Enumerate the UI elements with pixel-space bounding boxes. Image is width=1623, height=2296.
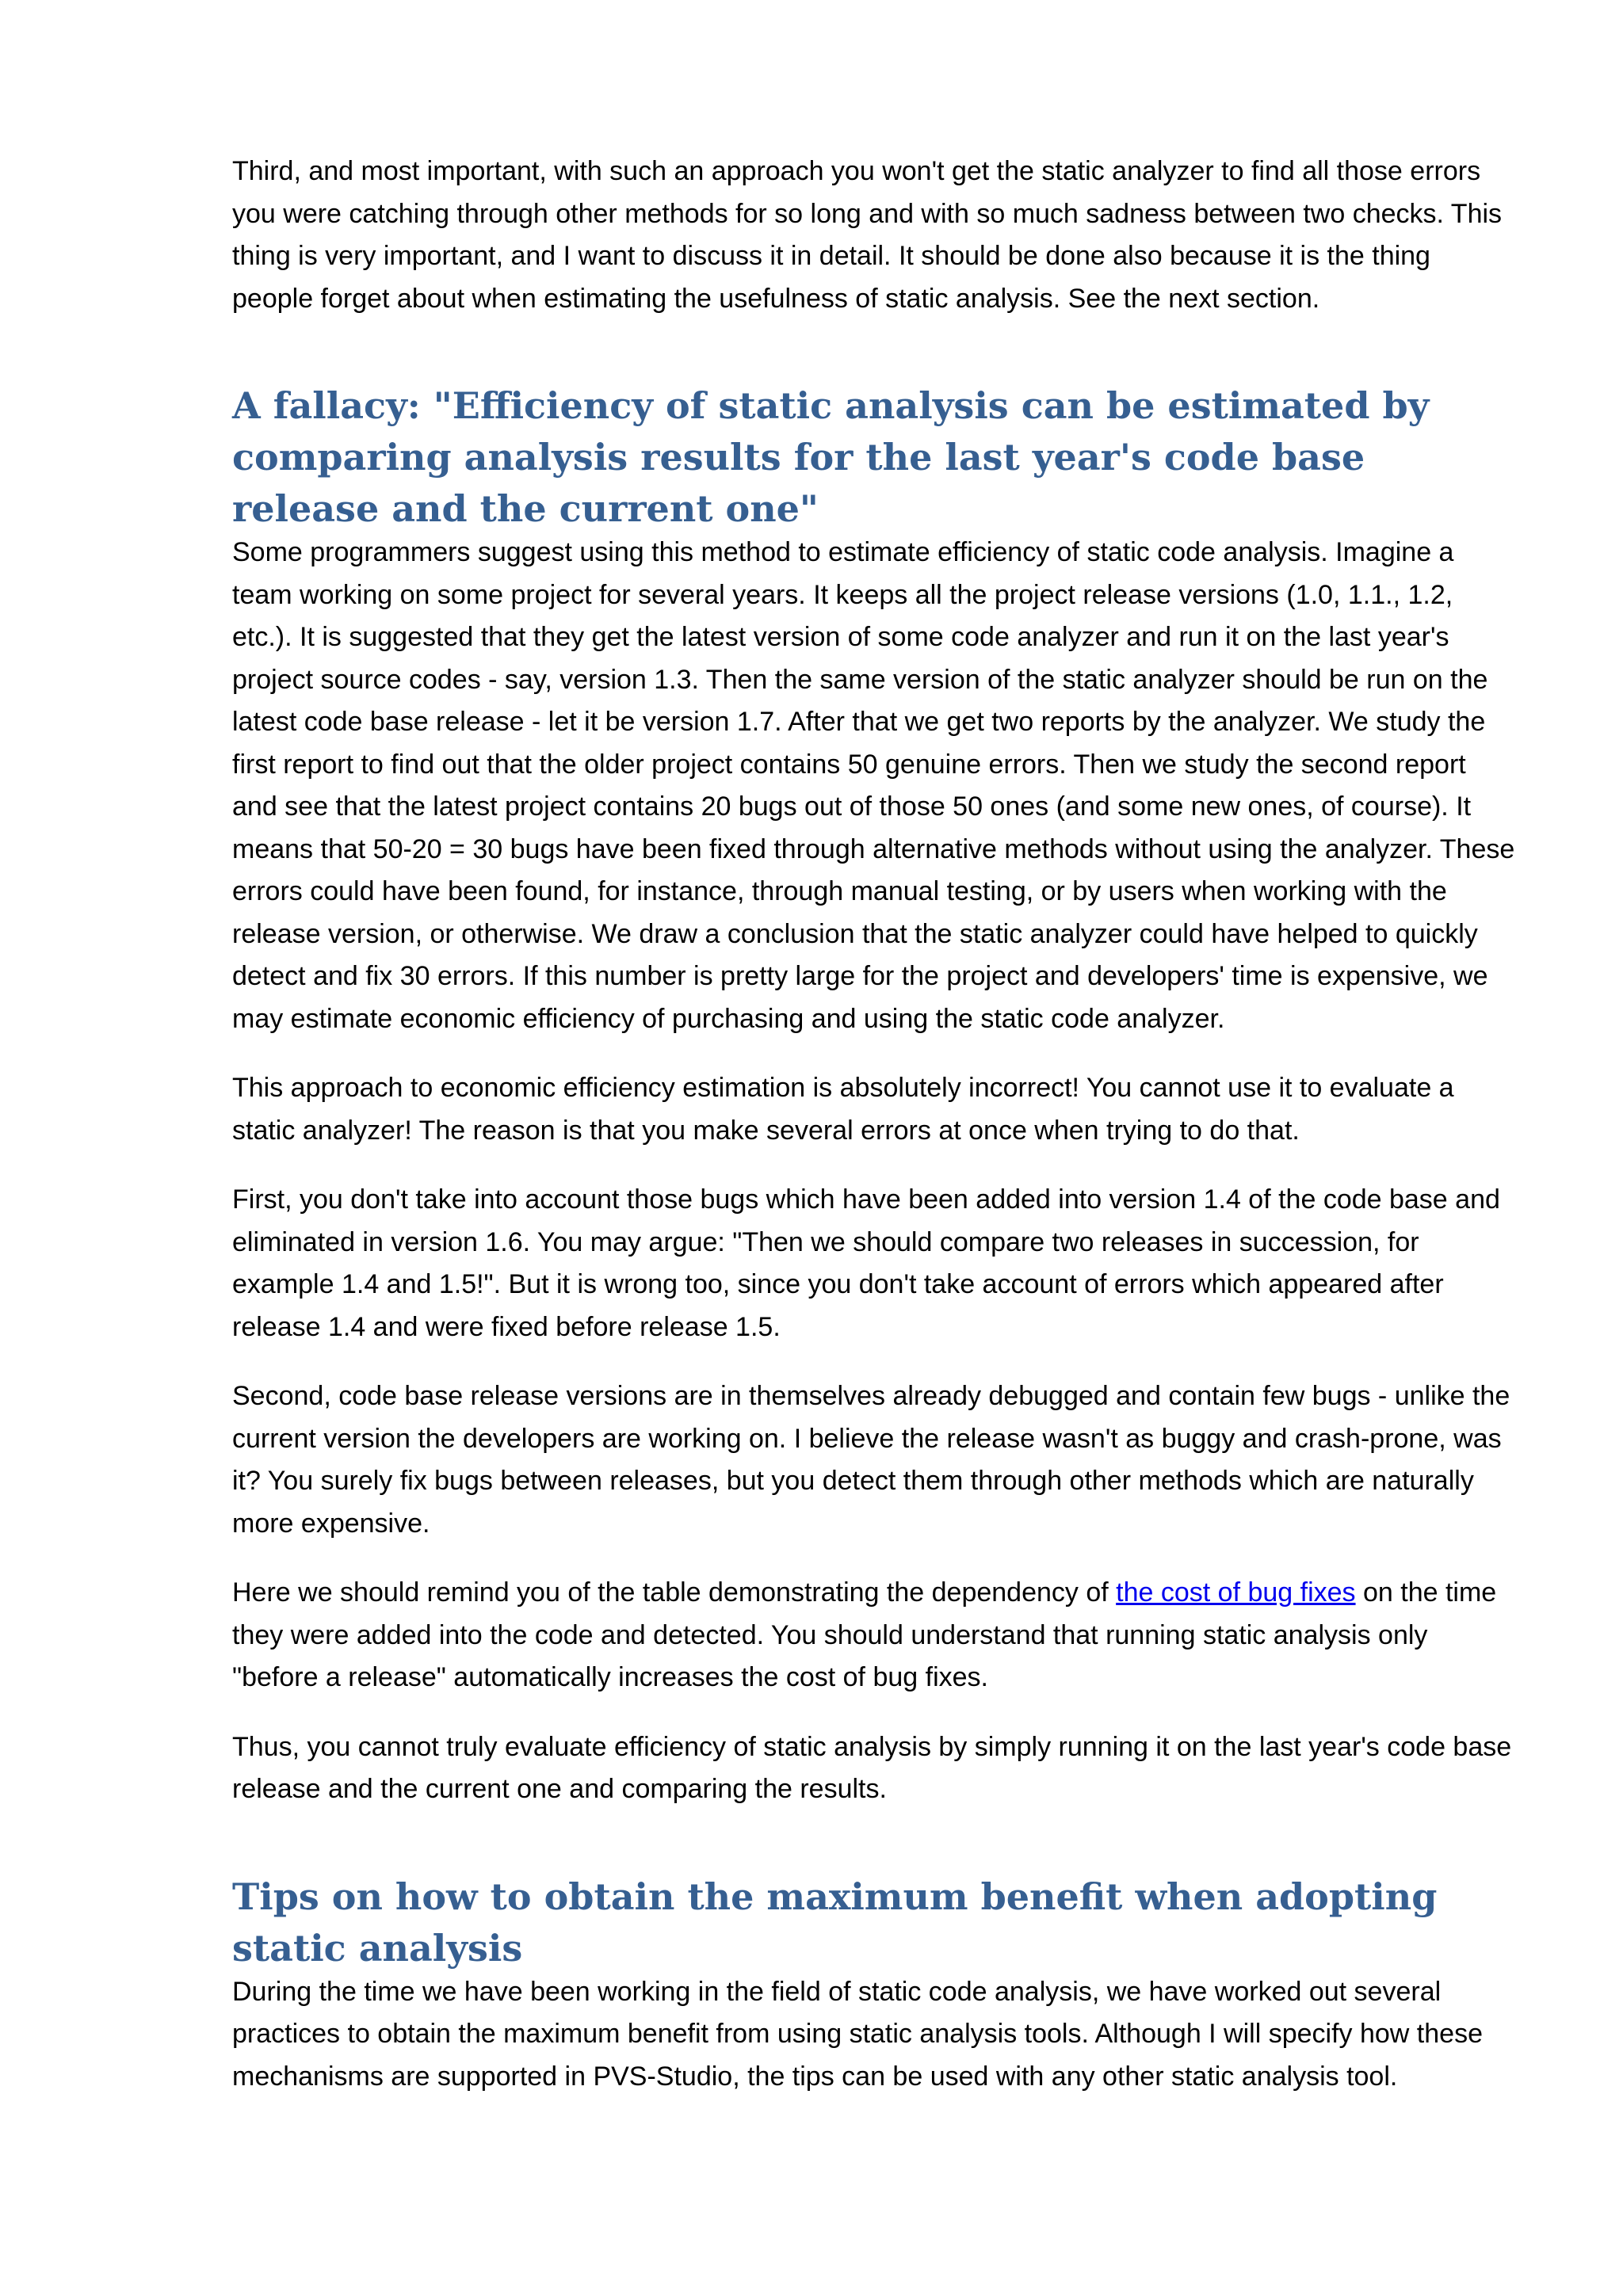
paragraph-remind-text-after: on the time they were added into the code and detected. You should understand that running static analysis only "before a release" automatically increases the cost of bug fixes. bbox=[232, 1577, 1497, 1692]
paragraph-method: Some programmers suggest using this method to estimate efficiency of static code analysis. Imagine a team working on some project for several years. It keeps all the project release versions (1.0, 1.1., 1.2, etc.). It is suggested that they get the latest version of some code analyzer and run it on the last year's project source codes - say, version 1.3. Then the same version of the static analyzer should be run on the latest code base release - let it be version 1.7. After that we get two reports by the analyzer. We study the first report to find out that the older project contains 50 genuine errors. Then we study the second report and see that the latest project contains 20 bugs out of those 50 ones (and some new ones, of course). It means that 50-20 = 30 bugs have been fixed through alternative methods without using the analyzer. These errors could have been found, for instance, through manual testing, or by users when working with the release version, or otherwise. We draw a conclusion that the static analyzer could have helped to quickly detect and fix 30 errors. If this number is pretty large for the project and developers' time is expensive, we may estimate economic efficiency of purchasing and using the static code analyzer. bbox=[232, 537, 1515, 1034]
paragraph-incorrect: This approach to economic efficiency estimation is absolutely incorrect! You cannot use it to evaluate a static analyzer! The reason is that you make several errors at once when trying to do that. bbox=[232, 1073, 1454, 1146]
document-body bbox=[232, 151, 1516, 2125]
paragraph-first: First, you don't take into account those bugs which have been added into version 1.4 of the code base and eliminated in version 1.6. You may argue: "Then we should compare two releases in succession, for example 1.4 and 1.5!". But it is wrong too, since you don't take account of errors which appeared after release 1.4 and were fixed before release 1.5. bbox=[232, 1184, 1500, 1342]
paragraph-remind-text-before: Here we should remind you of the table demonstrating the dependency of bbox=[232, 1577, 1117, 1608]
paragraph-remind bbox=[232, 1572, 1516, 1699]
paragraph-tips: During the time we have been working in the field of static code analysis, we have worked out several practices to obtain the maximum benefit from using static analysis tools. Although I will specify how these mechanisms are supported in PVS-Studio, the tips can be used with any other static analysis tool. bbox=[232, 1976, 1483, 2092]
paragraph-second: Second, code base release versions are in themselves already debugged and contain few bugs - unlike the current version the developers are working on. I believe the release wasn't as buggy and crash-prone, was it? You surely fix bugs between releases, but you detect them through other methods which are naturally more expensive. bbox=[232, 1381, 1510, 1539]
cost-of-bug-fixes-link[interactable]: the cost of bug fixes bbox=[1116, 1577, 1356, 1608]
paragraph-intro: Third, and most important, with such an approach you won't get the static analyzer to find all those errors you were catching through other methods for so long and with so much sadness between two checks. This thing is very important, and I want to discuss it in detail. It should be done also because it is the thing people forget about when estimating the usefulness of static analysis. See the next section. bbox=[232, 156, 1503, 314]
heading-tips: Tips on how to obtain the maximum benefit when adopting static analysis bbox=[232, 1875, 1438, 1970]
heading-fallacy: A fallacy: "Efficiency of static analysis can be estimated by comparing analysis results for the last year's code base release and the current one" bbox=[232, 384, 1430, 530]
paragraph-thus: Thus, you cannot truly evaluate efficiency of static analysis by simply running it on the last year's code base release and the current one and comparing the results. bbox=[232, 1731, 1512, 1804]
